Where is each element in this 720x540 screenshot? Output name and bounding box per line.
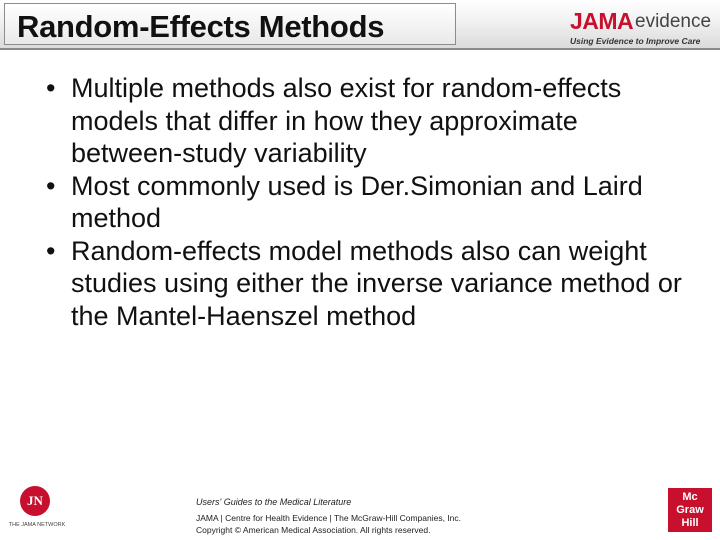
bullet-item bbox=[46, 235, 696, 333]
bullet-marker: • bbox=[46, 170, 56, 201]
bullet-text: Most commonly used is Der.Simonian and Laird method bbox=[71, 170, 643, 233]
mcgraw-hill-logo bbox=[668, 488, 712, 532]
slide-title: Random-Effects Methods bbox=[17, 9, 385, 44]
jama-evidence-logo bbox=[562, 6, 714, 48]
logo-tagline: Using Evidence to Improve Care bbox=[570, 36, 701, 46]
jama-network-logo bbox=[6, 482, 68, 534]
book-title: Users' Guides to the Medical Literature bbox=[196, 497, 352, 507]
bullet-list bbox=[46, 72, 696, 332]
mcgraw-logo-line: Hill bbox=[681, 517, 699, 529]
bullet-text: Random-effects model methods also can weight studies using either the inverse variance method or the Mantel-Haenszel method bbox=[71, 235, 682, 331]
slide-header bbox=[0, 0, 720, 50]
jn-icon: JN bbox=[20, 486, 50, 516]
bullet-text: Multiple methods also exist for random-effects models that differ in how they approximate between-study variability bbox=[71, 73, 622, 168]
logo-brand: JAMA bbox=[570, 8, 634, 34]
title-box bbox=[4, 3, 456, 45]
footer-copyright: Copyright © American Medical Association. All rights reserved. bbox=[196, 525, 431, 535]
bullet-marker: • bbox=[46, 73, 56, 103]
mcgraw-logo-line: Mc bbox=[682, 491, 698, 503]
logo-brand-suffix: evidence bbox=[635, 11, 712, 32]
footer-credits bbox=[196, 496, 576, 536]
header-divider bbox=[0, 48, 720, 50]
bullet-marker: • bbox=[46, 235, 56, 266]
footer-publishers: JAMA | Centre for Health Evidence | The McGraw-Hill Companies, Inc. bbox=[196, 513, 462, 523]
network-caption: THE JAMA NETWORK bbox=[8, 522, 66, 528]
mcgraw-logo-line: Graw bbox=[676, 504, 704, 516]
bullet-item bbox=[46, 170, 696, 235]
bullet-item bbox=[46, 72, 696, 170]
